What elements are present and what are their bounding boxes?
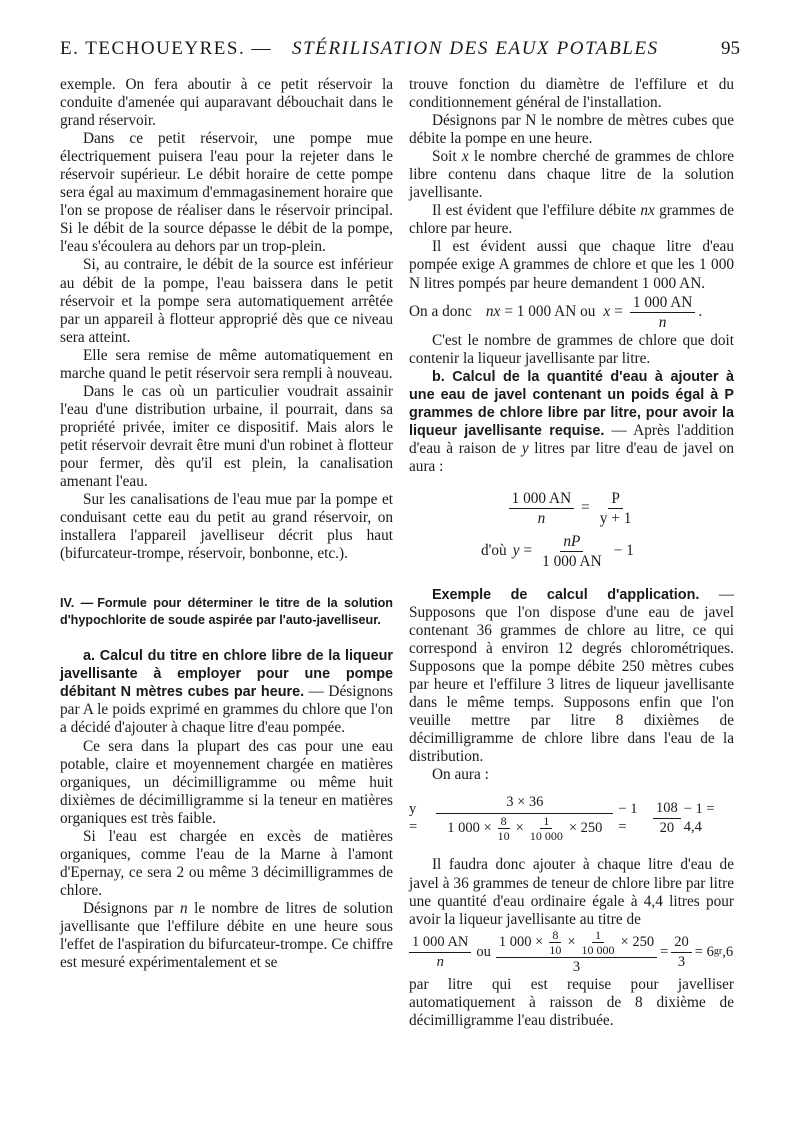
- fraction: [495, 815, 513, 842]
- paragraph: C'est le nombre de grammes de chlore que doit contenir la liqueur javellisante par litre.: [409, 331, 734, 367]
- header-author: E. TECHOUEYRES. —: [60, 38, 272, 59]
- denominator: 3: [572, 958, 581, 975]
- paragraph: Si l'eau est chargée en excès de matières organiques, comme l'eau de la Marne à l'amont d'Epernay, ce sera 2 ou même 3 décimilligrammes de chlore.: [60, 827, 393, 899]
- right-column: [409, 76, 734, 1030]
- fraction: [436, 794, 613, 842]
- denominator: 10 000: [581, 942, 615, 957]
- fraction: [546, 929, 564, 956]
- paragraph: Dans le cas où un particulier voudrait assainir l'eau d'une distribution urbaine, il pourrait, dans sa propriété privée, imiter ce dispositif. Mais alors le petit réservoir devrait être muni d'un robinet à flotteur pour fermer, dès qu'il est plein, la canalisation amenant l'eau.: [60, 382, 393, 491]
- example-paragraph: [409, 586, 734, 766]
- variable: y: [521, 439, 529, 457]
- eq-text: − 1 =: [618, 801, 638, 836]
- text-run: Il est évident que l'effilure débite: [431, 202, 641, 220]
- denominator: 3: [677, 953, 686, 970]
- eq-unit: gr: [713, 946, 723, 958]
- fraction: [671, 934, 692, 971]
- denominator: n: [436, 953, 444, 970]
- page-number: 95: [721, 38, 740, 59]
- text-run: le nombre de litres de solution javellisante que l'effilure débite en une heure sous l'effet de l'aspiration du bifurcateur-trompe. Ce chiffre est mesuré expérimentalement et se: [60, 899, 393, 972]
- eq-text: =: [660, 944, 669, 961]
- text-run: — Supposons que l'on dispose d'une eau de javel contenant 36 grammes de chlore au litre, ce qui correspond à environ 12 degrés chlorométriques. Supposons que la pompe débite 250 mètres cubes par heure et l'effilure 3 litres de liqueur javellisante dans le même temps. Supposons enfin que l'on veuille mettre par litre 8 dixièmes de décimilligramme de chlore libre dans l'eau de la distribution.: [409, 585, 734, 766]
- section-title: Formule pour déterminer le titre de la solution d'hypochlorite de soude aspirée par l'auto-javelliseur.: [60, 596, 393, 628]
- paragraph: Si, au contraire, le débit de la source est inférieur au débit de la pompe, l'eau baissera dans le petit réservoir et la pompe sera automatiquement arrêtée par un appareil à flotteur approprié dès que ce niveau sera atteint.: [60, 256, 393, 346]
- fraction: [597, 490, 635, 527]
- fraction: [496, 929, 657, 976]
- numerator: 1 000 × $\frac{8}{10}$ × $\frac{1}{10 000}$ × 250: [496, 929, 657, 958]
- text-run: Soit: [431, 148, 462, 166]
- eq-text: ou: [476, 944, 491, 961]
- eq-text: − 1: [613, 542, 634, 560]
- eq-text: ×: [515, 820, 524, 837]
- paragraph: Il est évident aussi que chaque litre d'eau pompée exige A grammes de chlore et que les 1 000 N litres pompés par heure demandent 1 000 AN.: [409, 238, 734, 292]
- denominator: 10 000: [529, 829, 563, 844]
- eq-text: − 1 = 4,4: [683, 801, 715, 836]
- fraction: [409, 934, 471, 971]
- paragraph: Il faudra donc ajouter à chaque litre d'eau de javel à 36 grammes de teneur de chlore libre par litre une quantité d'eau ordinaire égale à 4,4 litres pour avoir la liqueur javellisante au titre de: [409, 856, 734, 928]
- denominator: y + 1: [599, 509, 632, 527]
- eq-var: nx: [485, 303, 501, 321]
- numerator: P: [608, 490, 623, 509]
- numerator: 1 000 AN: [630, 294, 696, 313]
- equation-3: d'où y = $\frac{nP}{1 000 AN}$ − 1: [481, 532, 634, 570]
- subsection-b-heading: b. Calcul de la quantité d'eau à ajouter à une eau de javel contenant un poids égal à P grammes de chlore libre par litre, pour avoir la liqueur javellisante requise.: [409, 368, 734, 439]
- numerator: 8: [498, 815, 510, 829]
- eq-var: y: [512, 542, 520, 560]
- denominator: n: [537, 509, 546, 527]
- eq-text: On a donc: [409, 303, 472, 321]
- paragraph: exemple. On fera aboutir à ce petit réservoir la conduite d'amenée qui auparavant débouchait dans le grand réservoir.: [60, 76, 393, 130]
- denominator: [444, 814, 605, 842]
- fraction: [579, 929, 618, 956]
- denominator: 1 000 AN: [542, 552, 602, 570]
- paragraph: Désignons par N le nombre de mètres cubes que débite la pompe en une heure.: [409, 112, 734, 148]
- denominator: 20: [659, 819, 675, 836]
- eq-text: = 6: [694, 944, 714, 961]
- subsection-a-heading: a. Calcul du titre en chlore libre de la liqueur javellisante à employer pour une pompe débitant N mètres cubes par heure.: [60, 648, 393, 701]
- eq-text: × 250: [620, 933, 655, 950]
- fraction: [630, 294, 696, 331]
- fraction: [527, 815, 566, 842]
- numerator: 3 × 36: [436, 794, 613, 814]
- eq-text: 1 000 ×: [498, 933, 544, 950]
- paragraph: trouve fonction du diamètre de l'effilure et du conditionnement général de l'installation.: [409, 76, 734, 112]
- numerator: 20: [671, 934, 692, 953]
- example-heading: Exemple de calcul d'application.: [431, 586, 700, 603]
- text-run: — Après l'addition d'eau à raison de: [409, 421, 734, 457]
- eq-text: 1 000 ×: [447, 820, 492, 837]
- text-run: Désignons par: [82, 899, 180, 917]
- subsection-b: [409, 368, 734, 476]
- paragraph: [60, 900, 393, 972]
- paragraph: Dans ce petit réservoir, une pompe mue électriquement puisera l'eau pour la rejeter dans le réservoir supérieur. Le débit horaire de cette pompe sera égal au maximum d'emmagasinement horaire que l'on se propose de réaliser dans le réservoir principal. Si le débit de la source dépasse le débit de la pompe, l'eau s'écoulera au dehors par un trop-plein.: [60, 130, 393, 256]
- equation-5: [409, 929, 734, 976]
- fraction: [653, 800, 681, 837]
- equation-2: $\frac{1 000 AN}{n}$ = $\frac{P}{y + 1}$: [409, 490, 734, 527]
- equation-4: [409, 794, 734, 842]
- left-column: [60, 76, 393, 972]
- paragraph: Ce sera dans la plupart des cas pour une eau potable, claire et moyennement chargée en matières organiques, un décimilligramme ou même huit dixièmes de décimilligramme si la teneur en matières organiques est très faible.: [60, 737, 393, 827]
- fraction: [539, 533, 605, 570]
- denominator: n: [658, 313, 667, 331]
- paragraph: par litre qui est requise pour javelliser automatiquement à raisson de 8 dixième de décimilligramme l'eau distribuée.: [409, 975, 734, 1029]
- numerator: 1: [540, 815, 552, 829]
- text-run: litres par litre d'eau de javel on aura :: [409, 439, 734, 475]
- running-header: [60, 38, 740, 68]
- paragraph: Elle sera remise de même automatiquement en marche quand le petit réservoir sera rempli à nouveau.: [60, 346, 393, 382]
- numerator: nP: [560, 533, 583, 552]
- subsection-a: [60, 647, 393, 737]
- equation-1: On a donc nx = 1 000 AN ou x = $\frac{1 000 AN}{n}$ .: [409, 293, 703, 331]
- text-run: le nombre cherché de grammes de chlore libre contenu dans chaque litre de la solution javellisante.: [409, 148, 734, 202]
- paragraph: [409, 148, 734, 202]
- eq-text: = 1 000 AN ou: [504, 303, 596, 321]
- section-number: IV. —: [60, 596, 94, 611]
- variable: n: [180, 899, 188, 917]
- eq-text: × 250: [568, 820, 603, 837]
- numerator: 1 000 AN: [409, 934, 471, 953]
- text-run: grammes de chlore par heure.: [409, 202, 734, 238]
- denominator: 10: [549, 942, 562, 957]
- numerator: 1: [592, 929, 604, 943]
- variable: x: [461, 148, 469, 166]
- numerator: 8: [549, 929, 561, 943]
- paragraph: [409, 202, 734, 238]
- subsection-a-text: — Désignons par A le poids exprimé en grammes du chlore que l'on a décidé d'ajouter à chaque litre d'eau pompée.: [60, 683, 393, 737]
- eq-var: x: [603, 303, 611, 321]
- section-heading: [60, 595, 393, 629]
- denominator: 10: [497, 829, 510, 844]
- paragraph: Sur les canalisations de l'eau mue par la pompe et conduisant cette eau du petit au grand réservoir, on installera l'appareil javelliseur décrit plus haut (bifurcateur-trompe, réservoir, bonbonne, etc.).: [60, 491, 393, 563]
- paragraph: On aura :: [431, 766, 489, 784]
- fraction: [509, 490, 575, 527]
- numerator: 1 000 AN: [509, 490, 575, 509]
- numerator: 108: [653, 800, 681, 819]
- eq-text: d'où: [481, 542, 507, 560]
- eq-text: ,6: [722, 944, 734, 961]
- header-title: STÉRILISATION DES EAUX POTABLES: [292, 38, 659, 59]
- eq-text: y =: [409, 801, 418, 836]
- variable: nx: [640, 202, 655, 220]
